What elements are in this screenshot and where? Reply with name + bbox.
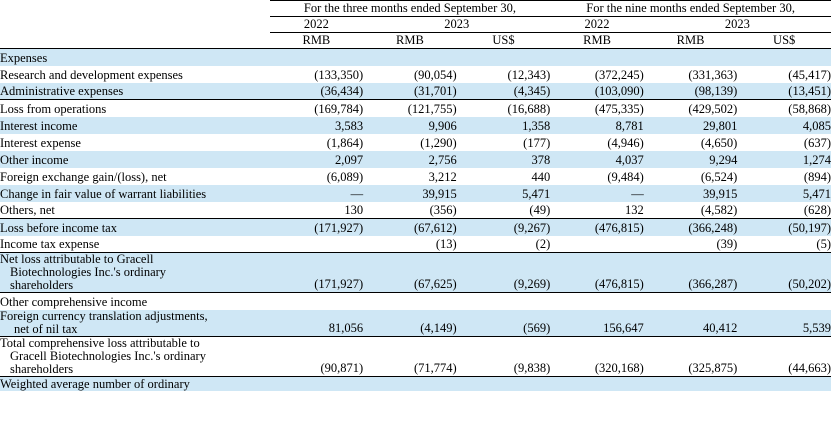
net-loss-row	[0, 253, 831, 293]
row-value-4: 4,037	[550, 151, 644, 168]
header-year-nine-2023: 2023	[644, 17, 831, 33]
cut-off-value-3	[457, 376, 551, 391]
row-value-2: (31,701)	[363, 83, 457, 100]
row-value-6	[737, 49, 831, 66]
row-value-3: (9,267)	[457, 219, 551, 236]
row-value-6: (5)	[737, 236, 831, 253]
header-currency-6: US$	[737, 33, 831, 49]
fx-translation-value-6: 5,539	[737, 310, 831, 337]
total-comprehensive-row	[0, 336, 831, 376]
row-value-2	[363, 293, 457, 310]
header-blank-cell	[0, 1, 270, 17]
net-loss-value-5: (366,287)	[644, 253, 738, 293]
fx-translation-value-2: (4,149)	[363, 310, 457, 337]
row-value-5: (98,139)	[644, 83, 738, 100]
row-value-6: (637)	[737, 134, 831, 151]
total-comprehensive-value-2: (71,774)	[363, 336, 457, 376]
row-value-2	[363, 49, 457, 66]
header-year-three-2022: 2022	[270, 17, 364, 33]
row-value-5: 9,294	[644, 151, 738, 168]
row-value-4: 132	[550, 202, 644, 219]
row-value-3: 1,358	[457, 117, 551, 134]
row-value-1: (171,927)	[270, 219, 364, 236]
header-years-blank	[0, 17, 270, 33]
row-value-6: 5,471	[737, 185, 831, 202]
row-value-5: (39)	[644, 236, 738, 253]
row-value-1: (169,784)	[270, 100, 364, 117]
header-currency-3: US$	[457, 33, 551, 49]
row-value-1	[270, 236, 364, 253]
row-value-4	[550, 49, 644, 66]
row-value-4: (103,090)	[550, 83, 644, 100]
net-loss-value-6: (50,202)	[737, 253, 831, 293]
row-value-6: 1,274	[737, 151, 831, 168]
row-value-1: 2,097	[270, 151, 364, 168]
table-row	[0, 100, 831, 117]
row-value-1	[270, 293, 364, 310]
row-label: Other comprehensive income	[0, 293, 270, 310]
row-value-3: (177)	[457, 134, 551, 151]
row-value-5	[644, 293, 738, 310]
total-comprehensive-value-6: (44,663)	[737, 336, 831, 376]
fx-translation-value-3: (569)	[457, 310, 551, 337]
row-value-2: (90,054)	[363, 66, 457, 83]
row-value-1	[270, 49, 364, 66]
row-value-3: (49)	[457, 202, 551, 219]
net-loss-value-3: (9,269)	[457, 253, 551, 293]
row-value-3: 378	[457, 151, 551, 168]
cut-off-value-2	[363, 376, 457, 391]
fx-translation-value-5: 40,412	[644, 310, 738, 337]
row-value-6: (45,417)	[737, 66, 831, 83]
header-currency-4: RMB	[550, 33, 644, 49]
row-value-4: (475,335)	[550, 100, 644, 117]
net-loss-value-2: (67,625)	[363, 253, 457, 293]
row-value-1: (6,089)	[270, 168, 364, 185]
header-currency-row	[0, 33, 831, 49]
row-value-6: 4,085	[737, 117, 831, 134]
row-value-2: 2,756	[363, 151, 457, 168]
table-row	[0, 185, 831, 202]
row-value-3	[457, 49, 551, 66]
header-group-row	[0, 1, 831, 17]
row-value-1: 130	[270, 202, 364, 219]
row-value-2: 39,915	[363, 185, 457, 202]
row-value-2: (121,755)	[363, 100, 457, 117]
row-label: Change in fair value of warrant liabilities	[0, 185, 270, 202]
header-currency-blank	[0, 33, 270, 49]
row-value-1: 3,583	[270, 117, 364, 134]
header-year-three-2023: 2023	[363, 17, 550, 33]
row-value-2: (1,290)	[363, 134, 457, 151]
row-value-6: (58,868)	[737, 100, 831, 117]
row-value-2: (67,612)	[363, 219, 457, 236]
row-label: Foreign exchange gain/(loss), net	[0, 168, 270, 185]
row-label: Others, net	[0, 202, 270, 219]
row-value-3: 5,471	[457, 185, 551, 202]
row-value-5: (331,363)	[644, 66, 738, 83]
total-comprehensive-value-3: (9,838)	[457, 336, 551, 376]
table-row	[0, 168, 831, 185]
row-value-3: (12,343)	[457, 66, 551, 83]
table-row	[0, 219, 831, 236]
cut-off-value-6	[737, 376, 831, 391]
row-value-3	[457, 293, 551, 310]
total-comprehensive-value-5: (325,875)	[644, 336, 738, 376]
table-row	[0, 134, 831, 151]
header-years-row	[0, 17, 831, 33]
net-loss-value-4: (476,815)	[550, 253, 644, 293]
row-value-2: (356)	[363, 202, 457, 219]
row-label: Other income	[0, 151, 270, 168]
row-value-3: (4,345)	[457, 83, 551, 100]
row-value-5: (429,502)	[644, 100, 738, 117]
cut-off-label: Weighted average number of ordinary	[0, 376, 270, 391]
cut-off-value-1	[270, 376, 364, 391]
net-loss-value-1: (171,927)	[270, 253, 364, 293]
row-value-2: 9,906	[363, 117, 457, 134]
table-row	[0, 49, 831, 66]
row-label: Loss before income tax	[0, 219, 270, 236]
row-value-5: 39,915	[644, 185, 738, 202]
total-comprehensive-value-1: (90,871)	[270, 336, 364, 376]
table-row	[0, 83, 831, 100]
row-value-3: (16,688)	[457, 100, 551, 117]
row-value-5	[644, 49, 738, 66]
row-value-6: (13,451)	[737, 83, 831, 100]
other-comprehensive-heading-row	[0, 293, 831, 310]
row-label: Interest expense	[0, 134, 270, 151]
net-loss-label: Net loss attributable to Gracell Biotechnologies Inc.'s ordinary shareholders	[0, 253, 270, 293]
row-value-4: (4,946)	[550, 134, 644, 151]
row-value-5: (4,582)	[644, 202, 738, 219]
row-value-1: —	[270, 185, 364, 202]
header-currency-1: RMB	[270, 33, 364, 49]
row-value-1: (1,864)	[270, 134, 364, 151]
row-label: Administrative expenses	[0, 83, 270, 100]
table-row	[0, 236, 831, 253]
table-row	[0, 66, 831, 83]
header-group-nine-months: For the nine months ended September 30,	[550, 1, 831, 17]
fx-translation-value-4: 156,647	[550, 310, 644, 337]
row-label: Interest income	[0, 117, 270, 134]
row-value-4	[550, 293, 644, 310]
row-value-6: (894)	[737, 168, 831, 185]
cut-off-value-4	[550, 376, 644, 391]
row-value-5: (6,524)	[644, 168, 738, 185]
header-currency-2: RMB	[363, 33, 457, 49]
row-value-2: 3,212	[363, 168, 457, 185]
row-value-4	[550, 236, 644, 253]
row-value-1: (36,434)	[270, 83, 364, 100]
row-label: Income tax expense	[0, 236, 270, 253]
cut-off-value-5	[644, 376, 738, 391]
row-value-4: —	[550, 185, 644, 202]
row-value-5: 29,801	[644, 117, 738, 134]
row-value-4: (9,484)	[550, 168, 644, 185]
row-value-6	[737, 293, 831, 310]
header-group-three-months: For the three months ended September 30,	[270, 1, 551, 17]
fx-translation-label: Foreign currency translation adjustments, net of nil tax	[0, 310, 270, 337]
row-label: Research and development expenses	[0, 66, 270, 83]
row-value-4: (476,815)	[550, 219, 644, 236]
total-comprehensive-label: Total comprehensive loss attributable to Gracell Biotechnologies Inc.'s ordinary shareholders	[0, 336, 270, 376]
row-value-6: (50,197)	[737, 219, 831, 236]
row-value-3: 440	[457, 168, 551, 185]
header-currency-5: RMB	[644, 33, 738, 49]
row-value-1: (133,350)	[270, 66, 364, 83]
row-label: Expenses	[0, 49, 270, 66]
fx-translation-value-1: 81,056	[270, 310, 364, 337]
header-year-nine-2022: 2022	[550, 17, 644, 33]
table-row	[0, 202, 831, 219]
row-value-2: (13)	[363, 236, 457, 253]
row-value-6: (628)	[737, 202, 831, 219]
row-value-5: (4,650)	[644, 134, 738, 151]
row-value-4: (372,245)	[550, 66, 644, 83]
total-comprehensive-value-4: (320,168)	[550, 336, 644, 376]
row-label: Loss from operations	[0, 100, 270, 117]
fx-translation-row	[0, 310, 831, 337]
table-row	[0, 117, 831, 134]
row-value-3: (2)	[457, 236, 551, 253]
cut-off-row	[0, 376, 831, 391]
table-row	[0, 151, 831, 168]
row-value-5: (366,248)	[644, 219, 738, 236]
row-value-4: 8,781	[550, 117, 644, 134]
